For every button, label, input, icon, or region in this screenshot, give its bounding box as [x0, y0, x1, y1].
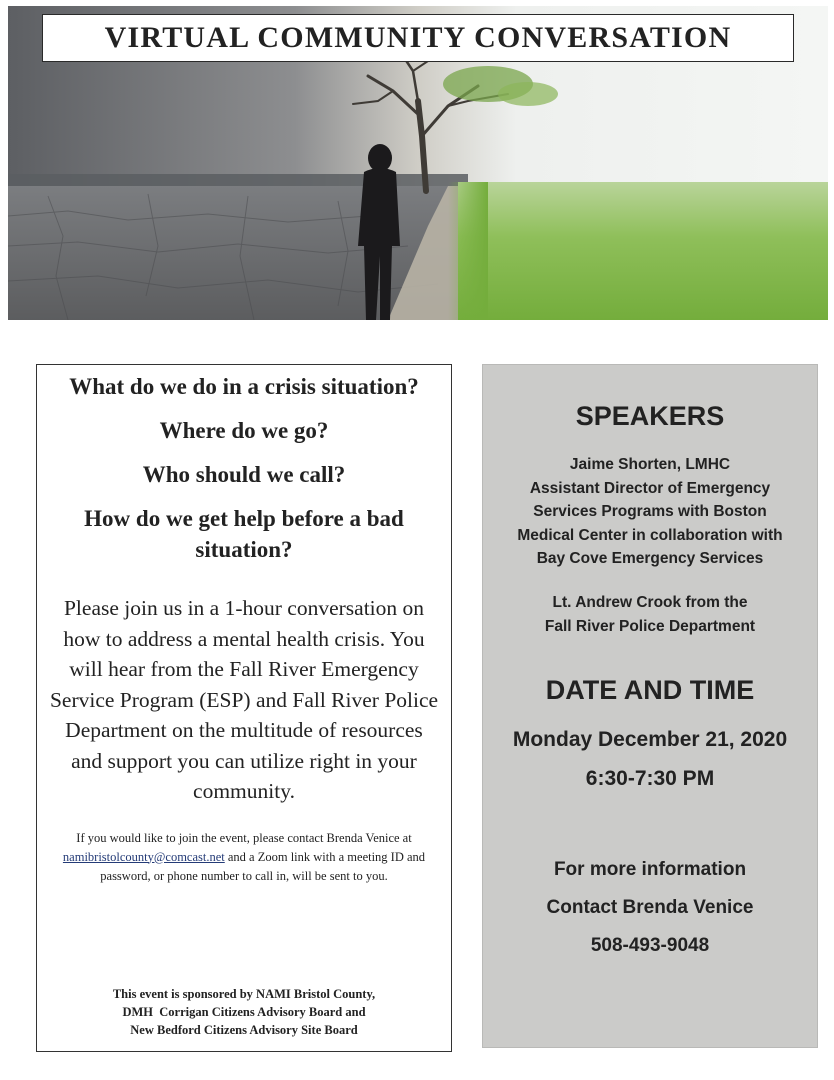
email-link[interactable]: namibristolcounty@comcast.net [62, 849, 225, 864]
banner-title: VIRTUAL COMMUNITY CONVERSATION [104, 21, 732, 54]
details-panel [482, 364, 818, 1048]
event-time: 6:30-7:30 PM [585, 767, 715, 790]
event-description: Please join us in a 1-hour conversation on how to address a mental health crisis. You will hear from the Fall River Emergency Service Program (ESP) and Fall River Police Department on the multitude of resources and support you can utilize right in your community. [49, 596, 439, 803]
sponsor-line: This event is sponsored by NAMI Bristol County, [112, 987, 376, 1001]
speaker-line: Fall River Police Department [544, 617, 756, 635]
contact-note-after: and a Zoom link with a meeting ID and password, or phone number to call in, will be sent to you. [100, 849, 426, 883]
speaker-line: Bay Cove Emergency Services [536, 550, 764, 567]
question-crisis: What do we do in a crisis situation? [69, 374, 419, 399]
sponsor-line: DMH Corrigan Citizens Advisory Board and [122, 1005, 366, 1019]
contact-phone[interactable]: 508-493-9048 [590, 935, 710, 956]
sponsor-line: New Bedford Citizens Advisory Site Board [130, 1023, 358, 1037]
speakers-heading: SPEAKERS [575, 401, 725, 431]
question-who: Who should we call? [142, 462, 346, 487]
speaker-1 [483, 453, 817, 571]
contact-name: Contact Brenda Venice [546, 897, 754, 918]
event-date: Monday December 21, 2020 [512, 728, 788, 751]
speaker-2 [483, 591, 817, 638]
question-where: Where do we go? [159, 418, 329, 443]
speaker-line: Lt. Andrew Crook from the [552, 594, 748, 611]
contact-note-before: If you would like to join the event, please contact Brenda Venice at [76, 830, 412, 845]
hero-banner [8, 6, 828, 320]
question-how: How do we get help before a bad situation? [84, 506, 404, 562]
banner-title-box [42, 14, 794, 62]
speaker-line: Medical Center in collaboration with [517, 526, 783, 544]
sponsor-note [37, 985, 451, 1039]
speaker-line: Jaime Shorten, LMHC [569, 456, 731, 473]
contact-note [47, 829, 441, 886]
date-time-heading: DATE AND TIME [545, 675, 755, 705]
info-panel [36, 364, 452, 1052]
speaker-line: Services Programs with Boston [533, 503, 767, 520]
speaker-line: Assistant Director of Emergency [529, 479, 771, 497]
more-info-label: For more information [553, 859, 747, 880]
